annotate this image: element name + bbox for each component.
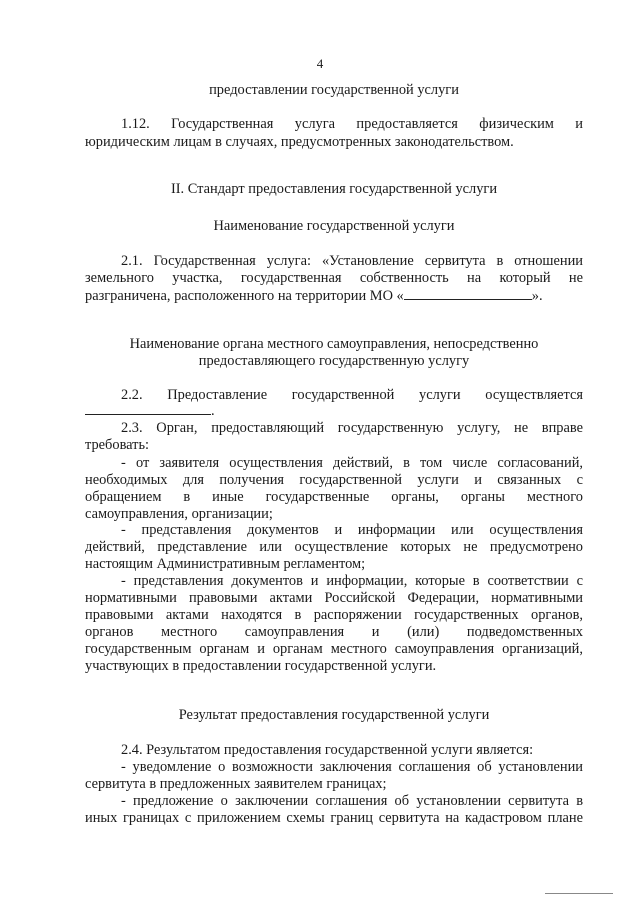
- paragraph-1-12-line: юридическим лицам в случаях, предусмотренных законодательством.: [85, 134, 514, 150]
- paragraph-2-4-line: иных границах с приложением схемы границ сервитута на кадастровом плане: [85, 810, 583, 826]
- paragraph-2-3-line: настоящим Административным регламентом;: [85, 556, 366, 572]
- paragraph-2-3-line: 2.3. Орган, предоставляющий государственную услугу, не вправе: [121, 420, 583, 436]
- paragraph-2-1-line: 2.1. Государственная услуга: «Установление сервитута в отношении: [121, 253, 583, 269]
- paragraph-2-3-line: нормативными правовыми актами Российской Федерации, нормативными: [85, 590, 583, 606]
- paragraph-2-2-line: [85, 402, 583, 420]
- scan-edge-line: [545, 893, 613, 894]
- authority-blank: [85, 402, 211, 415]
- paragraph-2-3-line: - представления документов и информации, которые в соответствии с: [121, 573, 583, 589]
- paragraph-2-2-period: .: [211, 403, 215, 419]
- continued-heading: предоставлении государственной услуги: [209, 82, 459, 98]
- subsection-heading: предоставляющего государственную услугу: [198, 353, 470, 369]
- page-number: 4: [316, 56, 324, 71]
- paragraph-1-12-line: 1.12. Государственная услуга предоставляется физическим и: [121, 116, 583, 132]
- subsection-heading: Наименование государственной услуги: [213, 218, 455, 234]
- paragraph-2-4-line: сервитута в предложенных заявителем границах;: [85, 776, 387, 792]
- paragraph-2-3-line: органов местного самоуправления и (или) подведомственных: [85, 624, 583, 640]
- paragraph-2-3-line: обращением в иные государственные органы, органы местного: [85, 489, 583, 505]
- paragraph-2-3-line: необходимых для получения государственной услуги и связанных с: [85, 472, 583, 488]
- paragraph-2-3-line: самоуправления, организации;: [85, 506, 273, 522]
- paragraph-2-4-line: - предложение о заключении соглашения об установлении сервитута в: [121, 793, 583, 809]
- subsection-heading: Результат предоставления государственной услуги: [178, 707, 490, 723]
- paragraph-2-3-line: правовыми актами находятся в распоряжении государственных органов,: [85, 607, 583, 623]
- paragraph-2-3-line: требовать:: [85, 437, 150, 453]
- paragraph-2-3-line: действий, представление или осуществление которых не предусмотрено: [85, 539, 583, 555]
- municipality-blank: [404, 287, 532, 300]
- section-heading: II. Стандарт предоставления государственной услуги: [170, 181, 498, 197]
- paragraph-2-3-line: - представления документов и информации или осуществления: [121, 522, 583, 538]
- paragraph-2-1-line: земельного участка, государственная собственность на который не: [85, 270, 583, 286]
- paragraph-2-1-line: [85, 287, 583, 305]
- paragraph-2-4-line: - уведомление о возможности заключения соглашения об установлении: [121, 759, 583, 775]
- paragraph-2-3-line: - от заявителя осуществления действий, в том числе согласований,: [121, 455, 583, 471]
- paragraph-2-2-line: 2.2. Предоставление государственной услуги осуществляется: [121, 387, 583, 403]
- paragraph-2-3-line: участвующих в предоставлении государственной услуги.: [85, 658, 437, 674]
- subsection-heading: Наименование органа местного самоуправления, непосредственно: [129, 336, 539, 352]
- paragraph-2-3-line: государственным органам и органам местного самоуправления организаций,: [85, 641, 583, 657]
- paragraph-2-1-text: разграничена, расположенного на территории МО «: [85, 288, 404, 304]
- paragraph-2-1-closing: ».: [531, 288, 543, 304]
- paragraph-2-4-line: 2.4. Результатом предоставления государственной услуги является:: [121, 742, 534, 758]
